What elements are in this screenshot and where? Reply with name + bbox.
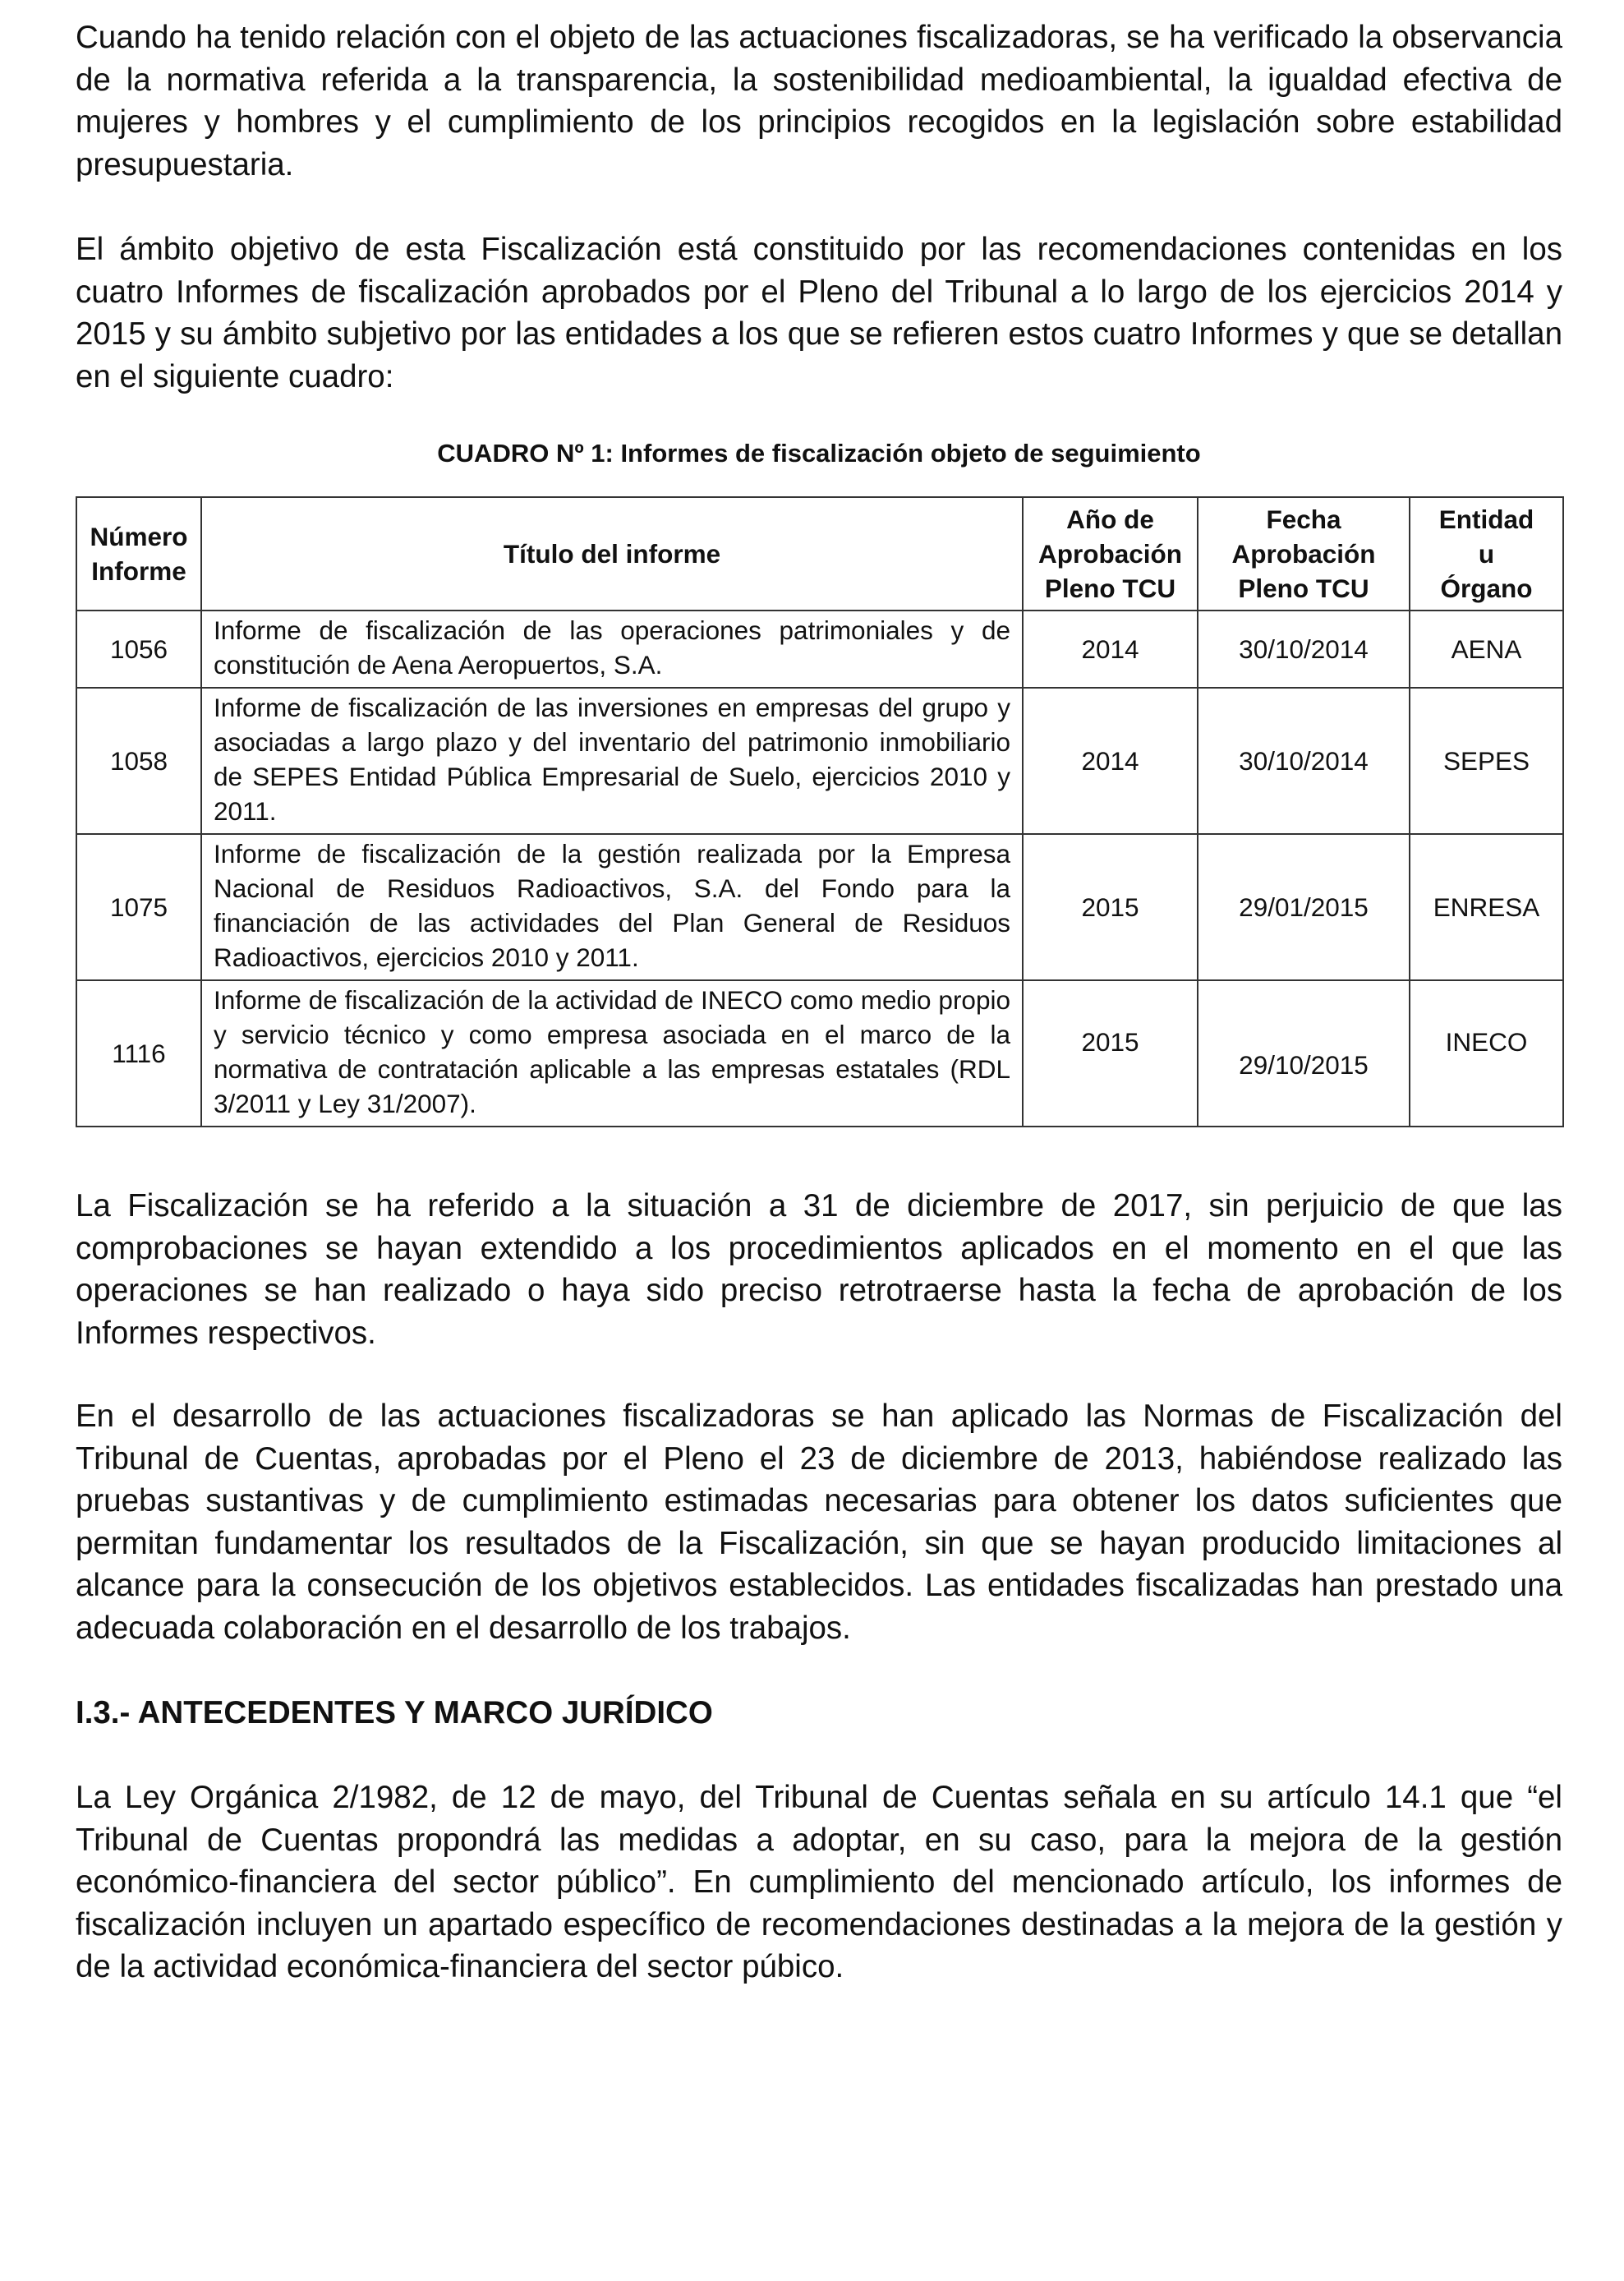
cell-year: 2015 — [1023, 834, 1198, 980]
table-caption: CUADRO Nº 1: Informes de fiscalización objeto de seguimiento — [437, 439, 1201, 468]
cell-number: 1058 — [76, 688, 201, 834]
cell-entity: AENA — [1410, 611, 1563, 688]
table-row — [76, 611, 1563, 688]
header-date: Fecha Aprobación Pleno TCU — [1198, 497, 1410, 611]
paragraph-legal-framework: La Ley Orgánica 2/1982, de 12 de mayo, del Tribunal de Cuentas señala en su artículo 14.1 que “el Tribunal de Cuentas propondrá las medidas a adoptar, en su caso, para la mejora de la gestión económico-financiera del sector público”. En cumplimiento del mencionado artículo, los informes de fiscalización incluyen un apartado específico de recomendaciones destinadas a la mejora de la gestión y de la actividad económica-financiera del sector púbico. — [76, 1780, 1562, 1984]
cell-date: 29/10/2015 — [1198, 980, 1410, 1127]
paragraph-audit-standards: En el desarrollo de las actuaciones fiscalizadoras se han aplicado las Normas de Fiscalización del Tribunal de Cuentas, aprobadas por el Pleno el 23 de diciembre de 2013, habiéndose realizado las pruebas sustantivas y de cumplimiento estimadas necesarias para obtener los datos suficientes que permitan fundamentar los resultados de la Fiscalización, sin que se hayan producido limitaciones al alcance para la consecución de los objetivos establecidos. Las entidades fiscalizadas han prestado una adecuada colaboración en el desarrollo de los trabajos. — [76, 1399, 1562, 1646]
cell-year: 2014 — [1023, 611, 1198, 688]
paragraph-scope-verification: Cuando ha tenido relación con el objeto de las actuaciones fiscalizadoras, se ha verificado la observancia de la normativa referida a la transparencia, la sostenibilidad medioambiental, la igualdad efectiva de mujeres y hombres y el cumplimiento de los principios recogidos en la legislación sobre estabilidad presupuestaria. — [76, 20, 1562, 182]
cell-title: Informe de fiscalización de la gestión realizada por la Empresa Nacional de Residuos Radioactivos, S.A. del Fondo para la financiación de las actividades del Plan General de Residuos Radioactivos, ejercicios 2010 y 2011. — [201, 834, 1023, 980]
header-number: Número Informe — [76, 497, 201, 611]
cell-number: 1116 — [76, 980, 201, 1127]
cell-date: 29/01/2015 — [1198, 834, 1410, 980]
header-entity: Entidad u Órgano — [1410, 497, 1563, 611]
table-row — [76, 980, 1563, 1127]
table-header-row — [76, 497, 1563, 611]
section-heading: I.3.- ANTECEDENTES Y MARCO JURÍDICO — [76, 1695, 713, 1730]
document-page — [76, 16, 1562, 1988]
paragraph-reference-date: La Fiscalización se ha referido a la situación a 31 de diciembre de 2017, sin perjuicio de que las comprobaciones se hayan extendido a los procedimientos aplicados en el momento en el que las operaciones se han realizado o haya sido preciso retrotraerse hasta la fecha de aprobación de los Informes respectivos. — [76, 1188, 1562, 1351]
cell-entity: ENRESA — [1410, 834, 1563, 980]
cell-number: 1075 — [76, 834, 201, 980]
cell-entity: SEPES — [1410, 688, 1563, 834]
header-title: Título del informe — [201, 497, 1023, 611]
table-row — [76, 688, 1563, 834]
cell-title: Informe de fiscalización de las operaciones patrimoniales y de constitución de Aena Aeropuertos, S.A. — [201, 611, 1023, 688]
cell-entity: INECO — [1410, 980, 1563, 1127]
cell-date: 30/10/2014 — [1198, 611, 1410, 688]
header-year: Año de Aprobación Pleno TCU — [1023, 497, 1198, 611]
reports-table — [76, 496, 1564, 1127]
cell-title: Informe de fiscalización de la actividad de INECO como medio propio y servicio técnico y como empresa asociada en el marco de la normativa de contratación aplicable a las empresas estatales (RDL 3/2011 y Ley 31/2007). — [201, 980, 1023, 1127]
cell-year: 2015 — [1023, 980, 1198, 1127]
cell-number: 1056 — [76, 611, 201, 688]
cell-title: Informe de fiscalización de las inversiones en empresas del grupo y asociadas a largo plazo y del inventario del patrimonio inmobiliario de SEPES Entidad Pública Empresarial de Suelo, ejercicios 2010 y 2011. — [201, 688, 1023, 834]
table-row — [76, 834, 1563, 980]
cell-year: 2014 — [1023, 688, 1198, 834]
paragraph-objective-scope: El ámbito objetivo de esta Fiscalización está constituido por las recomendaciones contenidas en los cuatro Informes de fiscalización aprobados por el Pleno del Tribunal a lo largo de los ejercicios 2014 y 2015 y su ámbito subjetivo por las entidades a los que se refieren estos cuatro Informes y que se detallan en el siguiente cuadro: — [76, 232, 1562, 394]
cell-date: 30/10/2014 — [1198, 688, 1410, 834]
